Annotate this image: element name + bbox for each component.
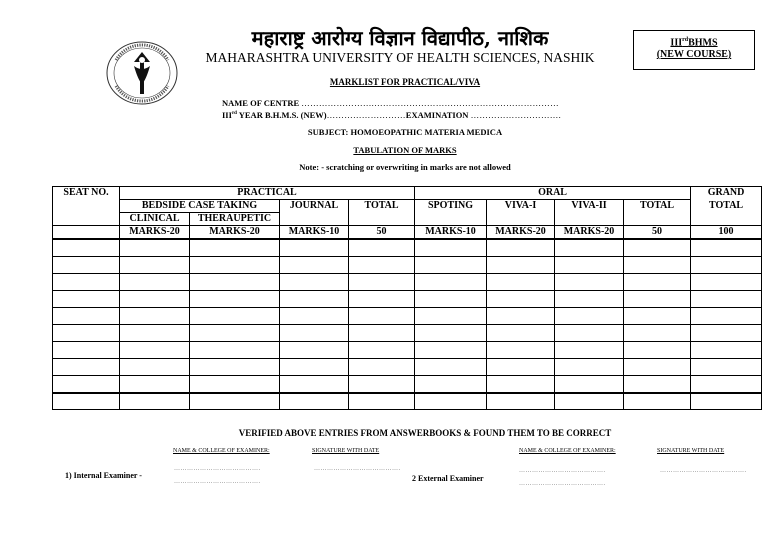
table-cell[interactable] [487, 274, 555, 291]
marks-cell: MARKS-10 [280, 226, 349, 240]
table-cell[interactable] [691, 291, 762, 308]
table-cell[interactable] [190, 291, 280, 308]
table-cell[interactable] [624, 239, 691, 257]
table-cell[interactable] [691, 359, 762, 376]
table-cell[interactable] [349, 342, 415, 359]
table-cell[interactable] [53, 376, 120, 394]
external-examiner-label: 2 External Examiner [412, 474, 484, 483]
table-cell[interactable] [53, 274, 120, 291]
table-cell[interactable] [415, 342, 487, 359]
header-theraupetic: THERAUPETIC [190, 213, 280, 226]
table-cell[interactable] [555, 308, 624, 325]
table-cell[interactable] [487, 359, 555, 376]
table-cell[interactable] [190, 359, 280, 376]
table-cell[interactable] [53, 325, 120, 342]
table-cell[interactable] [487, 291, 555, 308]
table-cell[interactable] [415, 308, 487, 325]
table-cell[interactable] [624, 291, 691, 308]
course-line2: (NEW COURSE) [656, 49, 732, 61]
year-label: YEAR B.H.M.S. (NEW) [236, 110, 327, 120]
table-cell[interactable] [120, 342, 190, 359]
table-cell[interactable] [487, 376, 555, 394]
table-cell[interactable] [53, 393, 120, 410]
signature-label-2: SIGNATURE WITH DATE [657, 448, 725, 454]
empty-rows [53, 239, 762, 410]
table-cell[interactable] [415, 325, 487, 342]
marks-row [53, 226, 762, 240]
course-line1: IIIrdBHMS [670, 37, 718, 49]
marks-cell: 50 [624, 226, 691, 240]
table-cell[interactable] [415, 257, 487, 274]
external-name-field-2[interactable]: …………………………………. [519, 481, 606, 487]
header-clinical: CLINICAL [120, 213, 190, 226]
table-cell[interactable] [487, 325, 555, 342]
table-row [53, 257, 762, 274]
table-cell[interactable] [624, 257, 691, 274]
table-cell[interactable] [487, 393, 555, 410]
table-cell[interactable] [120, 325, 190, 342]
external-name-field-1[interactable]: …………………………………. [519, 468, 606, 474]
header-viva2: VIVA-II [555, 200, 624, 226]
table-row [53, 342, 762, 359]
table-cell[interactable] [415, 393, 487, 410]
header-viva1: VIVA-I [487, 200, 555, 226]
name-college-label-2: NAME & COLLEGE OF EXAMINER: [519, 448, 616, 454]
table-cell[interactable] [487, 239, 555, 257]
table-cell[interactable] [555, 325, 624, 342]
table-cell[interactable] [349, 359, 415, 376]
table-cell[interactable] [120, 274, 190, 291]
table-cell[interactable] [691, 342, 762, 359]
table-cell[interactable] [120, 239, 190, 257]
header-oral: ORAL [415, 187, 691, 200]
table-cell[interactable] [691, 308, 762, 325]
table-cell[interactable] [349, 325, 415, 342]
table-cell[interactable] [691, 393, 762, 410]
table-cell[interactable] [53, 308, 120, 325]
internal-name-field-1[interactable]: …………………………………. [174, 466, 261, 472]
table-cell[interactable] [280, 308, 349, 325]
table-cell[interactable] [349, 239, 415, 257]
table-cell[interactable] [691, 239, 762, 257]
table-cell[interactable] [415, 239, 487, 257]
table-cell[interactable] [624, 274, 691, 291]
marks-cell: MARKS-20 [120, 226, 190, 240]
table-row [53, 291, 762, 308]
marks-cell: MARKS-10 [415, 226, 487, 240]
table-cell[interactable] [120, 257, 190, 274]
table-cell[interactable] [555, 239, 624, 257]
table-cell[interactable] [120, 308, 190, 325]
table-cell[interactable] [280, 291, 349, 308]
table-cell[interactable] [555, 376, 624, 394]
table-cell[interactable] [280, 342, 349, 359]
table-cell[interactable] [53, 359, 120, 376]
table-cell[interactable] [415, 291, 487, 308]
exam-label: EXAMINATION [405, 110, 469, 120]
centre-field[interactable]: …………………….……………………………………………………… [301, 98, 559, 108]
table-cell[interactable] [53, 239, 120, 257]
table-cell[interactable] [53, 291, 120, 308]
table-row [53, 359, 762, 376]
table-cell[interactable] [691, 325, 762, 342]
internal-name-field-2[interactable]: …………………………………. [174, 479, 261, 485]
table-cell[interactable] [190, 376, 280, 394]
table-cell[interactable] [555, 291, 624, 308]
header-spoting: SPOTING [415, 200, 487, 226]
table-cell[interactable] [190, 308, 280, 325]
course-box [633, 30, 755, 70]
table-cell[interactable] [120, 376, 190, 394]
table-cell[interactable] [624, 342, 691, 359]
table-cell[interactable] [555, 257, 624, 274]
table-cell[interactable] [280, 393, 349, 410]
table-cell[interactable] [624, 393, 691, 410]
table-row [53, 325, 762, 342]
table-cell[interactable] [624, 376, 691, 394]
verification-statement: VERIFIED ABOVE ENTRIES FROM ANSWERBOOKS & FOUND THEM TO BE CORRECT [238, 428, 612, 438]
year-field[interactable]: ……………………… [326, 110, 406, 120]
table-cell[interactable] [120, 291, 190, 308]
university-title-english: MAHARASHTRA UNIVERSITY OF HEALTH SCIENCES, NASHIK [205, 50, 595, 65]
header-oral-total: TOTAL [624, 200, 691, 226]
table-cell[interactable] [190, 239, 280, 257]
marks-table [52, 186, 762, 410]
table-cell[interactable] [555, 274, 624, 291]
table-cell[interactable] [280, 257, 349, 274]
marks-cell-seat [53, 226, 120, 240]
table-cell[interactable] [280, 376, 349, 394]
table-row [53, 393, 762, 410]
header-practical-total: TOTAL [349, 200, 415, 226]
table-cell[interactable] [190, 274, 280, 291]
table-cell[interactable] [190, 257, 280, 274]
table-cell[interactable] [120, 359, 190, 376]
table-cell[interactable] [349, 291, 415, 308]
marks-cell: MARKS-20 [190, 226, 280, 240]
header-seat-no: SEAT NO. [53, 187, 120, 226]
table-cell[interactable] [487, 257, 555, 274]
table-row [53, 308, 762, 325]
table-cell[interactable] [120, 393, 190, 410]
table-row [53, 239, 762, 257]
table-cell[interactable] [415, 359, 487, 376]
table-cell[interactable] [349, 257, 415, 274]
table-cell[interactable] [349, 274, 415, 291]
signature-label-1: SIGNATURE WITH DATE [312, 448, 380, 454]
tabulation-title: TABULATION OF MARKS [353, 145, 457, 155]
header-grand-total: TOTAL [691, 200, 762, 226]
table-row [53, 274, 762, 291]
table-cell[interactable] [691, 257, 762, 274]
header-journal: JOURNAL [280, 200, 349, 226]
centre-line [222, 98, 559, 108]
table-cell[interactable] [280, 325, 349, 342]
table-cell[interactable] [53, 257, 120, 274]
internal-examiner-label: 1) Internal Examiner - [65, 471, 142, 480]
table-cell[interactable] [280, 239, 349, 257]
table-cell[interactable] [624, 325, 691, 342]
year-line: IIIrd YEAR B.H.M.S. (NEW)………………………EXAMINATION …………………………. [222, 110, 562, 120]
marks-cell: MARKS-20 [555, 226, 624, 240]
table-cell[interactable] [349, 376, 415, 394]
table-cell[interactable] [415, 376, 487, 394]
table-cell[interactable] [349, 393, 415, 410]
table-cell[interactable] [555, 393, 624, 410]
table-cell[interactable] [280, 274, 349, 291]
table-cell[interactable] [691, 376, 762, 394]
table-cell[interactable] [487, 308, 555, 325]
header-practical: PRACTICAL [120, 187, 415, 200]
table-cell[interactable] [53, 342, 120, 359]
table-row [53, 376, 762, 394]
table-cell[interactable] [624, 359, 691, 376]
table-cell[interactable] [555, 342, 624, 359]
exam-field[interactable]: …………………………. [470, 110, 562, 120]
table-cell[interactable] [190, 393, 280, 410]
table-cell[interactable] [280, 359, 349, 376]
table-cell[interactable] [190, 342, 280, 359]
university-seal-logo [104, 40, 180, 106]
marks-cell: 100 [691, 226, 762, 240]
header-grand: GRAND [691, 187, 762, 200]
table-cell[interactable] [190, 325, 280, 342]
external-signature-field[interactable]: …………………………………. [660, 468, 747, 474]
note-text: Note: - scratching or overwriting in marks are not allowed [299, 162, 511, 172]
table-cell[interactable] [349, 308, 415, 325]
table-cell[interactable] [691, 274, 762, 291]
header-bedside: BEDSIDE CASE TAKING [120, 200, 280, 213]
table-cell[interactable] [487, 342, 555, 359]
subject-line: SUBJECT: HOMOEOPATHIC MATERIA MEDICA [307, 127, 503, 137]
centre-label: NAME OF CENTRE [222, 98, 300, 108]
internal-signature-field[interactable]: …………………………………. [314, 466, 401, 472]
table-cell[interactable] [415, 274, 487, 291]
marklist-title: MARKLIST FOR PRACTICAL/VIVA [329, 77, 481, 87]
table-cell[interactable] [555, 359, 624, 376]
marks-cell: MARKS-20 [487, 226, 555, 240]
name-college-label-1: NAME & COLLEGE OF EXAMINER: [173, 448, 270, 454]
table-cell[interactable] [624, 308, 691, 325]
university-title-marathi: महाराष्ट्र आरोग्य विज्ञान विद्यापीठ, नाशिक [251, 26, 549, 50]
marks-cell: 50 [349, 226, 415, 240]
